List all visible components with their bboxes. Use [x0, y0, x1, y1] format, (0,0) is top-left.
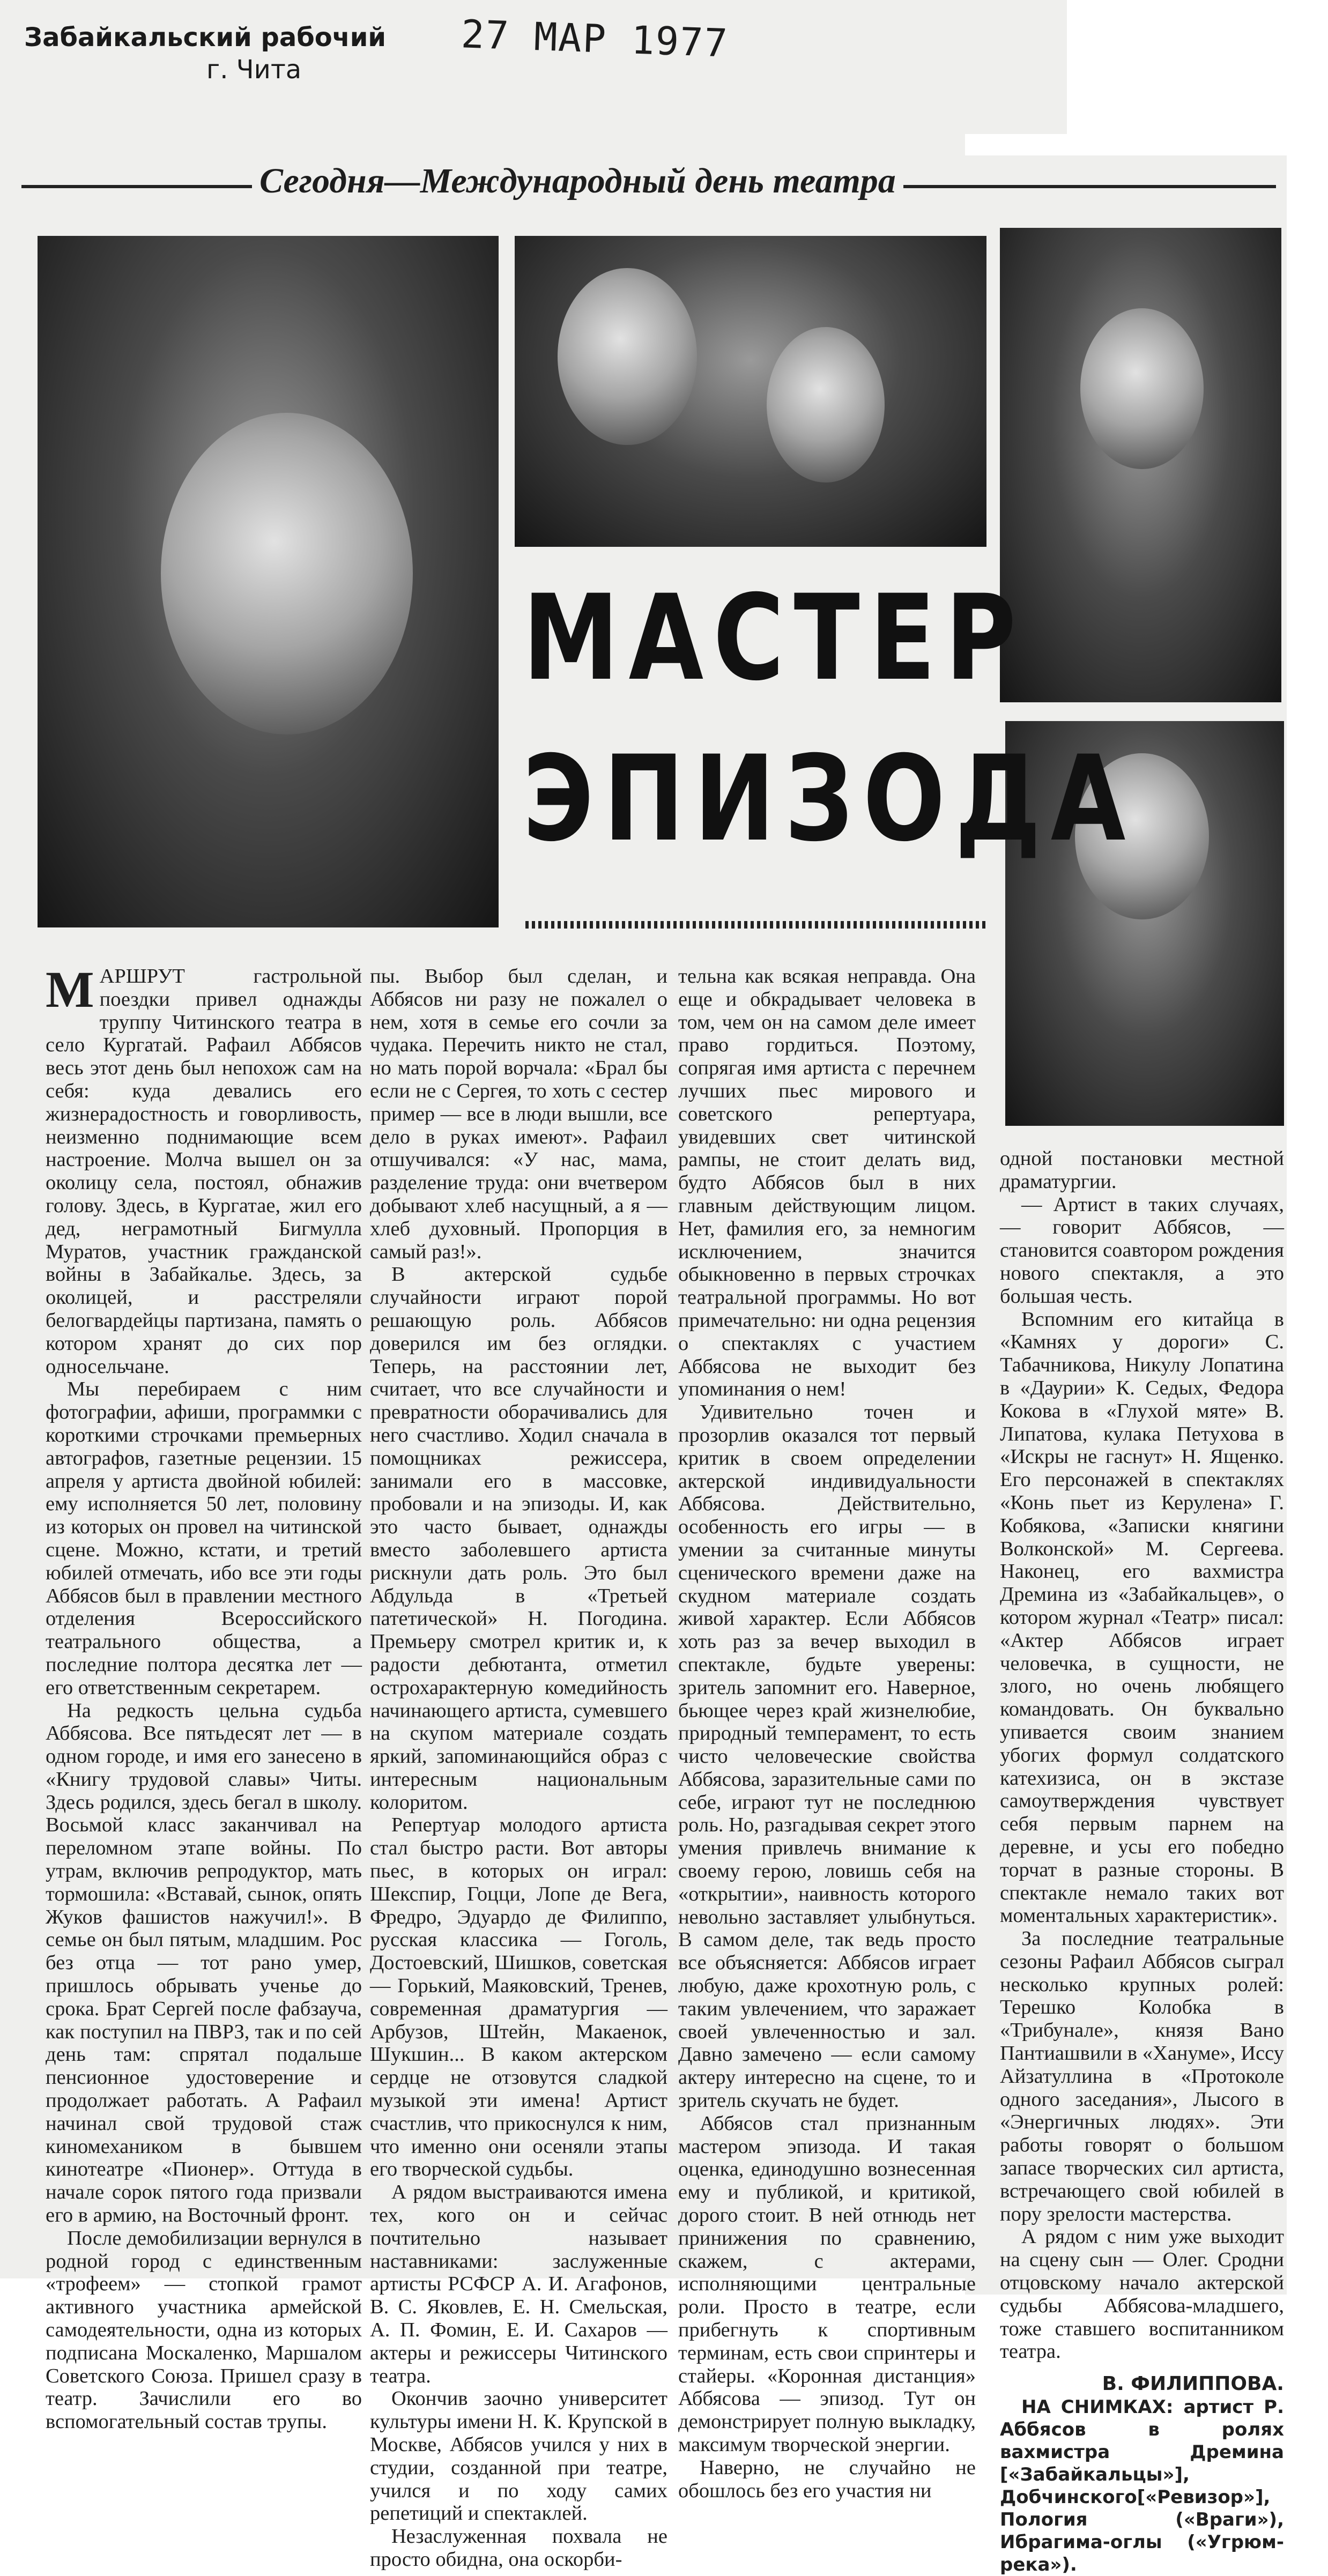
date-stamp: 27 МАР 1977	[460, 11, 730, 66]
headline-divider	[525, 921, 986, 929]
photo-dobchinsky	[515, 236, 986, 547]
photo-pologiy	[1000, 228, 1281, 702]
paragraph: — Артист в таких случаях, — говорит Аббясов, — становится соавтором рождения нового спектакля, а это большая честь.	[1000, 1193, 1284, 1308]
paragraph: Наверно, не случайно не обошлось без его участия ни	[678, 2456, 976, 2502]
paragraph: Мы перебираем с ним фотографии, афиши, программки с короткими строчками премьерных автографов, газетные рецензии. 15 апреля у артиста двойной юбилей: ему исполняется 50 лет, половину из которых он провел на читинской сцене. Можно, кстати, и третий юбилей отмечать, ибо все эти годы Аббясов был в правлении местного отделения Всероссийского театрального общества, а последние полтора десятка лет — его ответственным секретарем.	[46, 1378, 362, 1699]
paragraph: Вспомним его китайца в «Камнях у дороги» С. Табачникова, Никулу Лопатина в «Даурии» К. Седых, Федора Кокова в «Глухой мяте» В. Липатова, кулака Петухова в «Искры не гаснут» Н. Ященко. Его персонажей в спектаклях «Конь пьет из Керулена» Г. Кобякова, «Записки княгини Волконской» М. Сергеева. Наконец, его вахмистра Дремина из «Забайкальцев», о котором журнал «Театр» писал: «Актер Аббясов играет человечка, в сущности, не злого, но очень любящего командовать. Он буквально упивается своим знанием убогих формул солдатского катехизиса, он в экстазе самоутверждения чувствует себя первым парнем на деревне, и усы его победно торчат в разные стороны. В спектакле немало таких вот моментальных характеристик».	[1000, 1308, 1284, 1927]
paragraph: А рядом с ним уже выходит на сцену сын — Олег. Сродни отцовскому начало актерской судьбы Аббясова-младшего, тоже ставшего воспитанником театра.	[1000, 2225, 1284, 2363]
article-column-3	[678, 965, 976, 2502]
city: г. Чита	[206, 55, 302, 85]
photo-dremin	[38, 236, 499, 927]
paragraph: За последние театральные сезоны Рафаил Аббясов сыграл несколько крупных ролей: Терешко Колобка в «Трибунале», князя Вано Пантиашвили в «Хануме», Иссу Айзатуллина в «Протоколе одного заседания», Лысого в «Энергичных людях». Эти работы говорят о большом запасе творческих сил артиста, встречающего свой юбилей в пору зрелости мастерства.	[1000, 1927, 1284, 2225]
paragraph: Окончив заочно университет культуры имени Н. К. Крупской в Москве, Аббясов учился у них в студии, созданной при театре, учился и по ходу самих репетиций и спектаклей.	[370, 2387, 667, 2525]
drop-cap: М	[46, 961, 94, 1018]
paragraph: тельна как всякая неправда. Она еще и обкрадывает человека в том, чем он на самом деле имеет право гордиться. Поэтому, сопрягая имя артиста с перечнем лучших пьес мирового и советского репертуара, увидевших свет читинской рампы, не стоит делать вид, будто Аббясов был в них главным действующим лицом. Нет, фамилия его, за немногим исключением, значится обыкновенно в первых строчках театральной программы. Но вот примечательно: ни одна рецензия о спектаклях с участием Аббясова не выходит без упоминания о нем!	[678, 965, 976, 1401]
actor-face-dremin	[161, 413, 413, 734]
newspaper-name: Забайкальский рабочий	[24, 23, 386, 53]
article-column-1	[46, 961, 362, 2433]
paragraph: Незаслуженная похвала не просто обидна, она оскорби-	[370, 2525, 667, 2571]
actor-face-partner	[767, 327, 885, 482]
paragraph: Репертуар молодого артиста стал быстро расти. Вот авторы пьес, в которых он играл: Шекспир, Гоцци, Лопе де Вега, Фредро, Эдуардо де Филиппо, русская классика — Гоголь, Достоевский, Шишков, советская — Горький, Маяковский, Тренев, современная драматургия — Арбузов, Штейн, Макаенок, Шукшин... В каком актерском сердце не отзовутся сладкой музыкой эти имена! Артист счастлив, что прикоснулся к ним, что именно они осеняли этапы его творческой судьбы.	[370, 1814, 667, 2181]
caption-text: артист Р. Аббясов в ролях вахмистра Дремина [«Забайкальцы»], Добчинского[«Ревизор»], Пология («Враги»), Ибрагима-оглы («Угрюм-река»).	[1000, 2396, 1285, 2576]
paragraph: На редкость цельна судьба Аббясова. Все пятьдесят лет — в одном городе, и имя его занесено в «Книгу трудовой славы» Читы. Здесь родился, здесь бегал в школу. Восьмой класс заканчивал на переломном этапе войны. По утрам, включив репродуктор, мать тормошила: «Вставай, сынок, опять Жуков фашистов нажучил!». В семье он был пятым, младшим. Рос без отца — тот рано умер, пришлось обрывать ученье до срока. Брат Сергей после фабзауча, как поступил на ПВРЗ, так и по сей день там: спрятал подальше пенсионное удостоверение и продолжает работать. А Рафаил начинал свой трудовой стаж киномехаником в бывшем кинотеатре «Пионер». Оттуда в начале сорок пятого года призвали его в армию, на Восточный фронт.	[46, 1699, 362, 2227]
paragraph: А рядом выстраиваются имена тех, кого он и сейчас почтительно называет наставниками: заслуженные артисты РСФСР А. И. Агафонов, В. С. Яковлев, Е. Н. Смельская, А. П. Фомин, Е. И. Сахаров — актеры и режиссеры Читинского театра.	[370, 2181, 667, 2387]
rubric-title: Сегодня—Международный день театра	[252, 161, 903, 202]
photo-caption	[1000, 2396, 1284, 2576]
headline-line2: ЭПИЗОДА	[523, 730, 1136, 867]
actor-face-dobchinsky	[558, 268, 697, 445]
author-signature: В. ФИЛИППОВА.	[1102, 2373, 1284, 2395]
headline-line1: МАСТЕР	[523, 569, 1026, 707]
article-column-4	[1000, 1147, 1284, 2576]
article-column-2	[370, 965, 667, 2571]
paragraph: Удивительно точен и прозорлив оказался тот первый критик в своем определении актерской индивидуальности Аббясова. Действительно, особенность его игры — в умении за считанные минуты сценического времени даже на скудном материале создать живой характер. Если Аббясов хоть раз за вечер выходил в спектакле, будьте уверены: зритель запомнит его. Наверное, бьющее через край жизнелюбие, природный темперамент, то есть чисто человеческие свойства Аббясова, заразительные сами по себе, играют тут не последнюю роль. Но, разгадывая секрет этого умения привлечь внимание к своему герою, ловишь себя на «открытии», наивность которого невольно заставляет улыбнуться. В самом деле, так ведь просто все объясняется: Аббясов играет любую, даже крохотную роль, с таким увлечением, что заражает своей увлеченностью и зал. Давно замечено — если самому актеру интересно на сцене, то и зритель скучать не будет.	[678, 1401, 976, 2112]
actor-face-pologiy	[1080, 308, 1204, 469]
paragraph: одной постановки местной драматургии.	[1000, 1147, 1284, 1193]
paragraph: МАРШРУТ гастрольной поездки привел однажды труппу Читинского театра в село Кургатай. Рафаил Аббясов весь этот день был непохож сам на себя: куда девались его жизнерадостность и говорливость, неизменно поднимающие всем настроение. Молча вышел он за околицу села, постоял, обнажив голову. Здесь, в Кургатае, жил его дед, неграмотный Бигмулла Муратов, участник гражданской войны в Забайкалье. Здесь, за околицей, и расстреляли белогвардейцы партизана, память о котором хранят до сих пор односельчане.	[46, 961, 362, 1378]
masthead	[24, 21, 386, 86]
paragraph: пы. Выбор был сделан, и Аббясов ни разу не пожалел о нем, хотя в семье его сочли за чудака. Перечить никто не стал, но мать порой ворчала: «Брал бы если не с Сергея, то хоть с сестер пример — все в люди вышли, все дело в руках имеют». Рафаил отшучивался: «У нас, мама, разделение труда: они вчетвером добывают хлеб насущный, а я — хлеб духовный. Пропорция в самый раз!».	[370, 965, 667, 1263]
paragraph: Аббясов стал признанным мастером эпизода. И такая оценка, единодушно вознесенная ему и публикой, и критикой, дорого стоит. В ней отнюдь нет принижения по сравнению, скажем, с актерами, исполняющими центральные роли. Просто в театре, если прибегнуть к спортивным терминам, есть свои спринтеры и стайеры. «Коронная дистанция» Аббясова — эпизод. Тут он демонстрирует полную выкладку, максимум творческой энергии.	[678, 2112, 976, 2456]
paragraph: После демобилизации вернулся в родной город с единственным «трофеем» — стопкой грамот активного участника армейской самодеятельности, одна из которых подписана Москаленко, Маршалом Советского Союза. Пришел сразу в театр. Зачислили его во вспомогательный состав трупы.	[46, 2226, 362, 2433]
paragraph: В актерской судьбе случайности играют порой решающую роль. Аббясов доверился им без оглядки. Теперь, на расстоянии лет, считает, что все случайности и превратности оборачивались для него счастливо. Ходил сначала в помощниках режиссера, занимали его в массовке, пробовали и на эпизоды. И, как это часто бывает, однажды вместо заболевшего артиста рискнули дать роль. Это был Абдульда в «Третьей патетической» Н. Погодина. Премьеру смотрел критик и, к радости дебютанта, отметил острохарактерную комедийность начинающего артиста, сумевшего на скупом материале создать яркий, запоминающийся образ с интересным национальным колоритом.	[370, 1263, 667, 1814]
caption-label: НА СНИМКАХ:	[1021, 2396, 1174, 2418]
